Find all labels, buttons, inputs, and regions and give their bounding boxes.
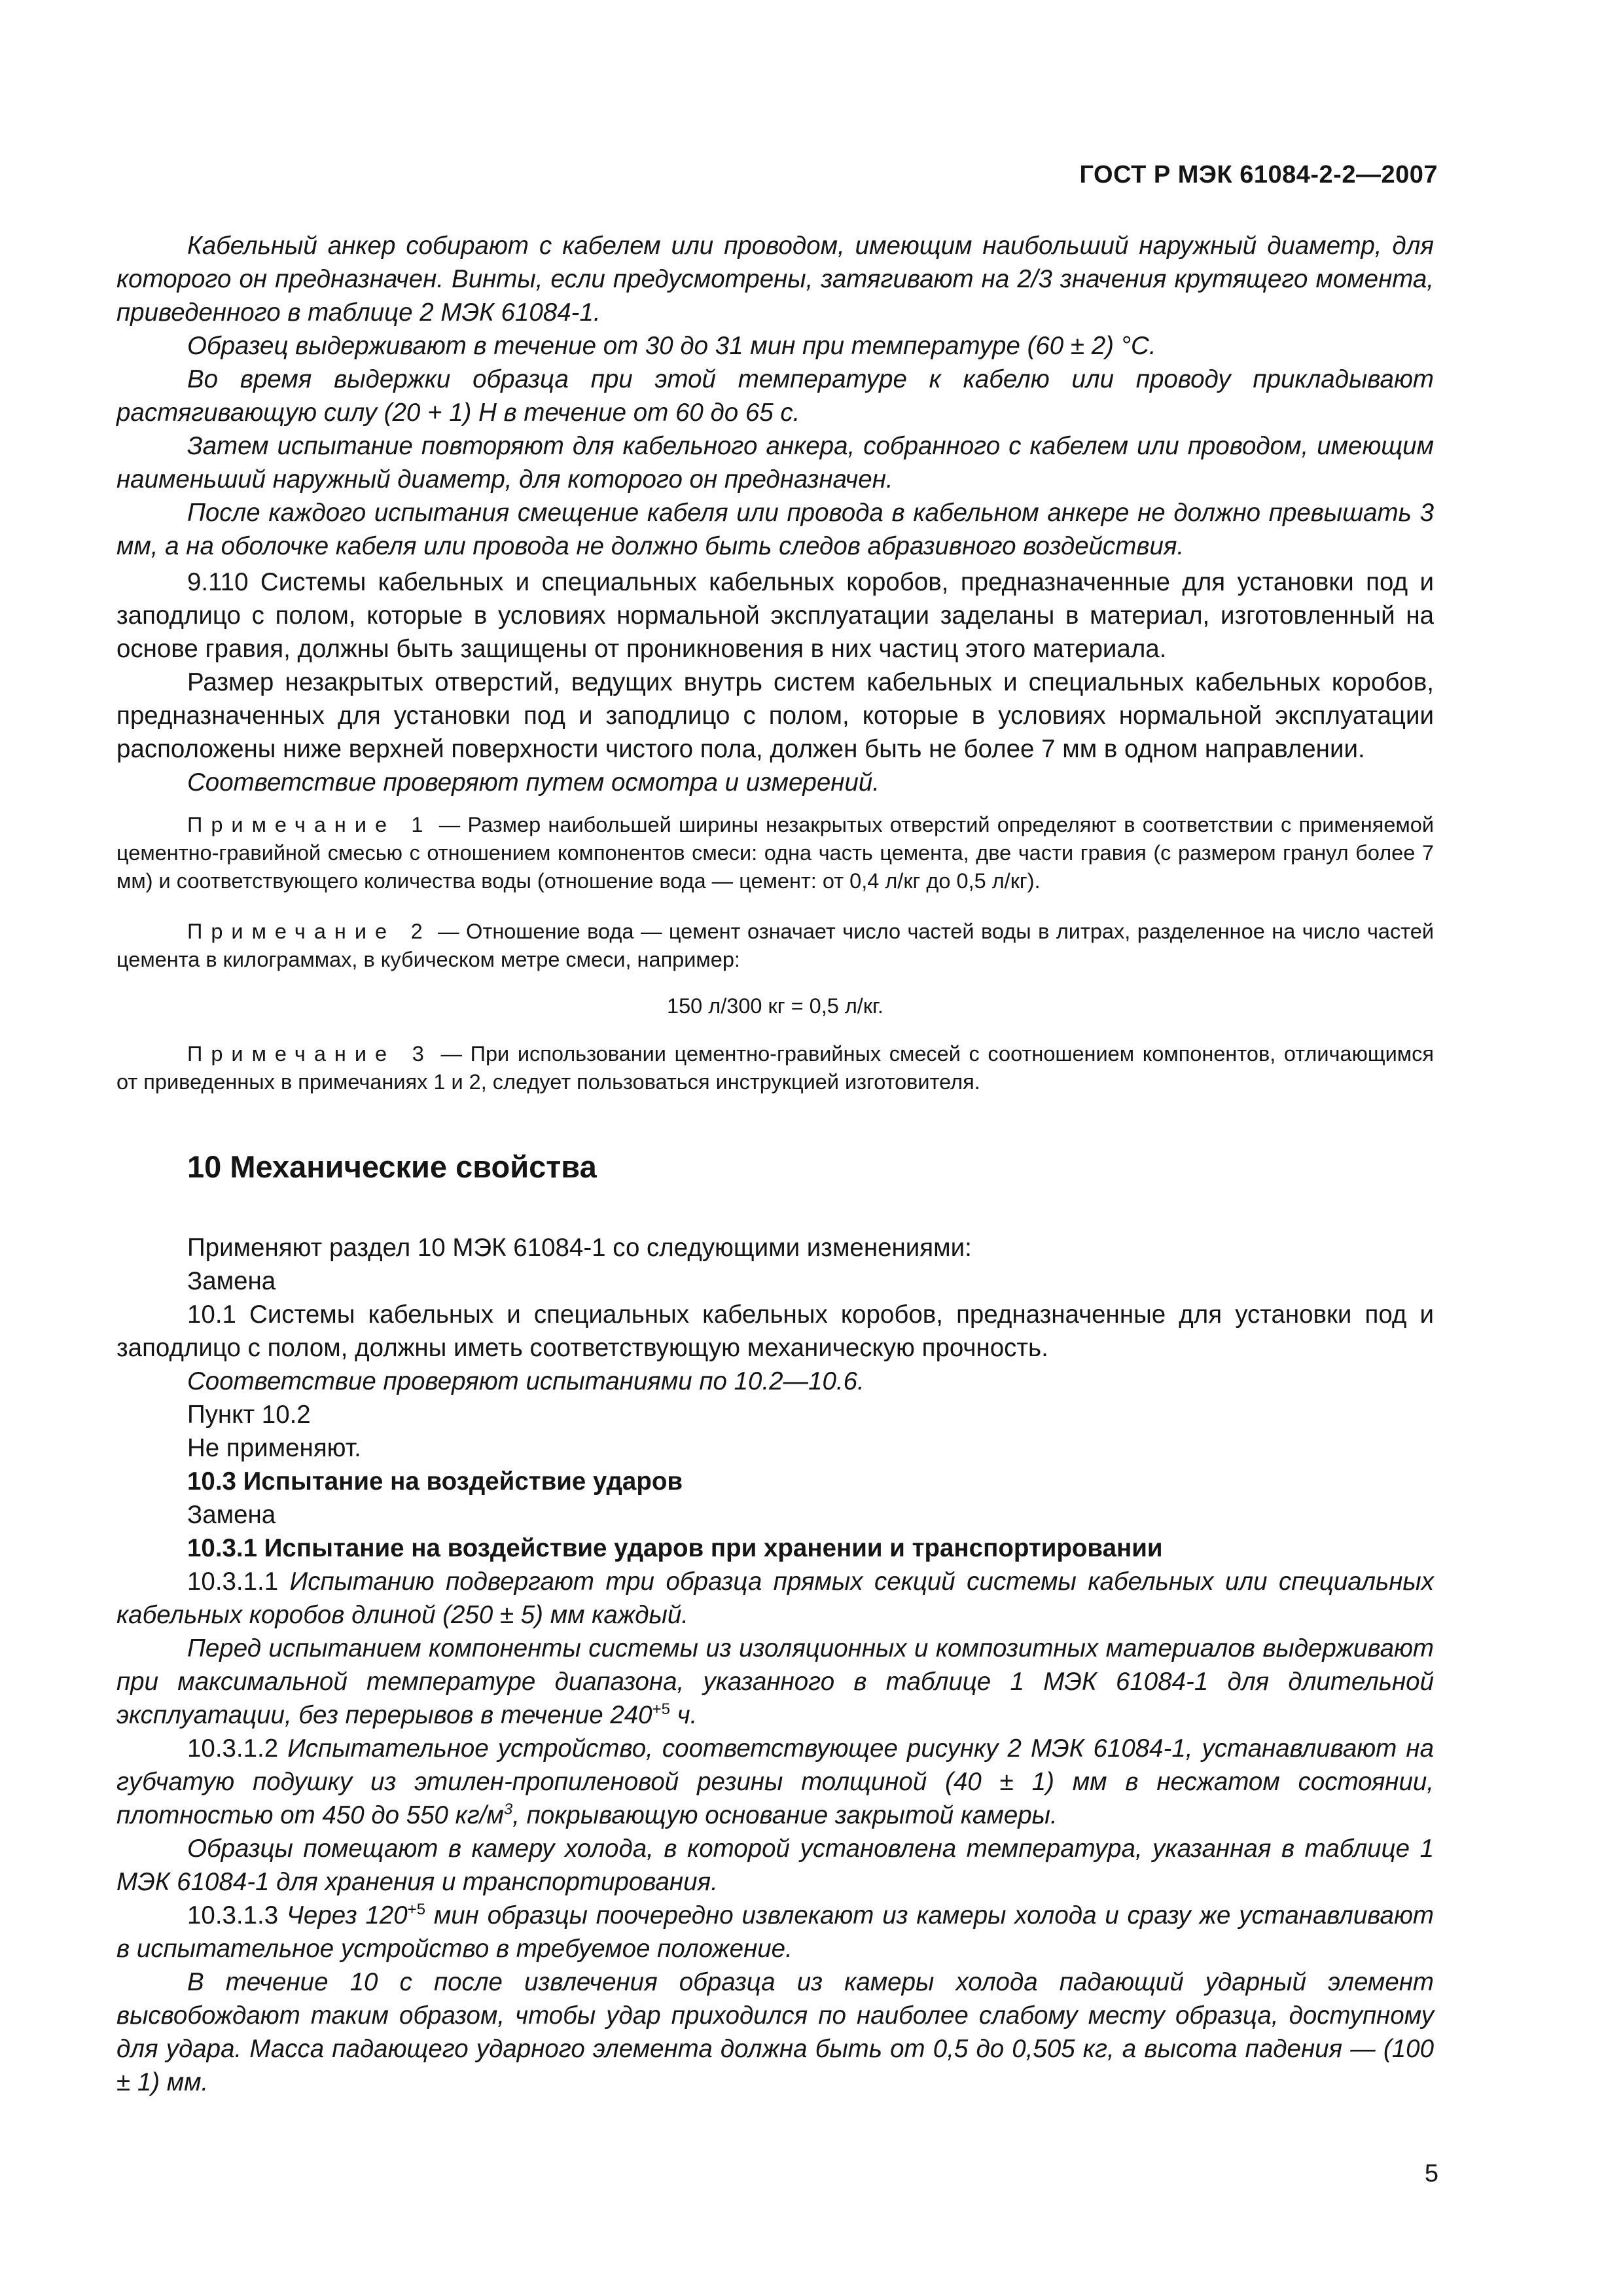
clause-10-3-1-3-sup: +5 [407, 1901, 426, 1918]
clause-10-3-1-2-number: 10.3.1.2 [187, 1734, 288, 1763]
section-heading-10: 10 Механические свойства [187, 1149, 597, 1184]
clause-10-3-1-heading: 10.3.1 Испытание на воздействие ударов при хранении и транспортировании [187, 1534, 1163, 1562]
paragraph-tensile-force: Во время выдержки образца при этой температуре к кабелю или проводу прикладывают растягивающую силу (20 + 1) Н в течение от 60 до 65 с. [116, 365, 1434, 427]
paragraph-temperature-hold: Образец выдерживают в течение от 30 до 31 мин при температуре (60 ± 2) °С. [187, 332, 1156, 360]
note-1-label: Примечание 1 [187, 813, 432, 836]
note-3 [116, 1040, 1434, 1096]
paragraph-cold-chamber: Образцы помещают в камеру холода, в которой установлена температура, указанная в таблице 1 МЭК 61084-1 для хранения и транспортирования. [116, 1835, 1434, 1896]
preconditioning-sup: +5 [652, 1700, 670, 1718]
clause-10-3-1-1 [116, 1565, 1434, 1632]
clause-10-3-1-2-text: Испытательное устройство, соответствующее рисунку 2 МЭК 61084-1, устанавливают на губчатую подушку из этилен-пропиленовой резины толщиной (40 ± 1) мм в несжатом состоянии, плотностью от 450 до 550 кг/м [116, 1734, 1434, 1829]
paragraph-repeat-test: Затем испытание повторяют для кабельного анкера, собранного с кабелем или проводом, имеющим наименьший наружный диаметр, для которого он предназначен. [116, 432, 1434, 493]
clause-10-3-1-2 [116, 1732, 1434, 1832]
replacement-label-1: Замена [187, 1267, 276, 1295]
note-1-text: — Размер наибольшей ширины незакрытых отверстий определяют в соответствии с применяемой цементно-гравийной смесью с отношением компонентов смеси: одна часть цемента, две части гравия (с размером гранул более 7 мм) и соответствующего количества воды (отношение вода — цемент: от 0,4 л/кг до 0,5 л/кг). [116, 813, 1435, 893]
paragraph-displacement-limit: После каждого испытания смещение кабеля или провода в кабельном анкере не должно превышать 3 мм, а на оболочке кабеля или провода не должно быть следов абразивного воздействия. [116, 499, 1434, 560]
paragraph-preconditioning [116, 1632, 1434, 1732]
item-10-2: Пункт 10.2 [187, 1401, 311, 1429]
paragraph-impact-release: В течение 10 с после извлечения образца из камеры холода падающий ударный элемент высвобождают таким образом, чтобы удар приходился по наиболее слабому месту образца, доступному для удара. Масса падающего ударного элемента должна быть от 0,5 до 0,505 кг, а высота падения — (100 ± 1) мм. [116, 1968, 1434, 2096]
note-1 [116, 811, 1434, 895]
replacement-label-2: Замена [187, 1501, 276, 1529]
clause-10-3-1-1-text: Испытанию подвергают три образца прямых секций системы кабельных или специальных кабельных коробов длиной (250 ± 5) мм каждый. [116, 1568, 1434, 1629]
document-code-header: ГОСТ Р МЭК 61084-2-2—2007 [1079, 161, 1438, 188]
clause-10-3-1-2-sup: 3 [503, 1801, 513, 1818]
paragraph-cable-anchor-assembly: Кабельный анкер собирают с кабелем или проводом, имеющим наибольший наружный диаметр, для которого он предназначен. Винты, если предусмотрены, затягивают на 2/3 значения крутящего момента, приведенного в таблице 2 МЭК 61084-1. [116, 232, 1434, 327]
clause-10-3-1-2-end: , покрывающую основание закрытой камеры. [512, 1801, 1058, 1829]
note-2-label: Примечание 2 [187, 920, 431, 943]
note-3-text: — При использовании цементно-гравийных смесей с соотношением компонентов, отличающимся от приведенных в примечаниях 1 и 2, следует пользоваться инструкцией изготовителя. [116, 1042, 1434, 1094]
clause-10-3-1-3-number: 10.3.1.3 [187, 1901, 287, 1929]
paragraph-compliance-inspection: Соответствие проверяют путем осмотра и измерений. [187, 768, 880, 797]
clause-10-1: 10.1 Системы кабельных и специальных кабельных коробов, предназначенные для установки под и заподлицо с полом, должны иметь соответствующую механическую прочность. [116, 1300, 1434, 1362]
page-body [116, 229, 1434, 2099]
formula-water-cement: 150 л/300 кг = 0,5 л/кг. [667, 994, 883, 1018]
clause-9-110: 9.110 Системы кабельных и специальных кабельных коробов, предназначенные для установки под и заподлицо с полом, которые в условиях нормальной эксплуатации заделаны в материал, изготовленный на основе гравия, должны быть защищены от проникновения в них частиц этого материала. [116, 568, 1434, 663]
preconditioning-end: ч. [669, 1701, 698, 1729]
note-2-text: — Отношение вода — цемент означает число частей воды в литрах, разделенное на число частей цемента в килограммах, в кубическом метре смеси, например: [116, 920, 1434, 971]
compliance-tests-10-2-10-6: Соответствие проверяют испытаниями по 10.2—10.6. [187, 1367, 865, 1395]
section-10-intro: Применяют раздел 10 МЭК 61084-1 со следующими изменениями: [187, 1234, 972, 1262]
clause-10-3-heading: 10.3 Испытание на воздействие ударов [187, 1467, 683, 1496]
note-3-label: Примечание 3 [187, 1042, 433, 1066]
clause-10-3-1-1-number: 10.3.1.1 [187, 1568, 290, 1596]
paragraph-opening-size: Размер незакрытых отверстий, ведущих внутрь систем кабельных и специальных кабельных коробов, предназначенных для установки под и заподлицо с полом, которые в условиях нормальной эксплуатации расположены ниже верхней поверхности чистого пола, должен быть не более 7 мм в одном направлении. [116, 668, 1434, 763]
clause-10-3-1-3 [116, 1899, 1434, 1965]
note-2 [116, 918, 1434, 974]
not-applicable: Не применяют. [187, 1434, 361, 1462]
page-number: 5 [1424, 2160, 1438, 2187]
clause-10-3-1-3-text-b: мин образцы поочередно извлекают из камеры холода и сразу же устанавливают в испытательное устройство в требуемое положение. [116, 1901, 1434, 1963]
preconditioning-text: Перед испытанием компоненты системы из изоляционных и композитных материалов выдерживают при максимальной температуре диапазона, указанного в таблице 1 МЭК 61084-1 для длительной эксплуатации, без перерывов в течение 240 [116, 1634, 1434, 1729]
clause-10-3-1-3-text-a: Через 120 [286, 1901, 408, 1929]
